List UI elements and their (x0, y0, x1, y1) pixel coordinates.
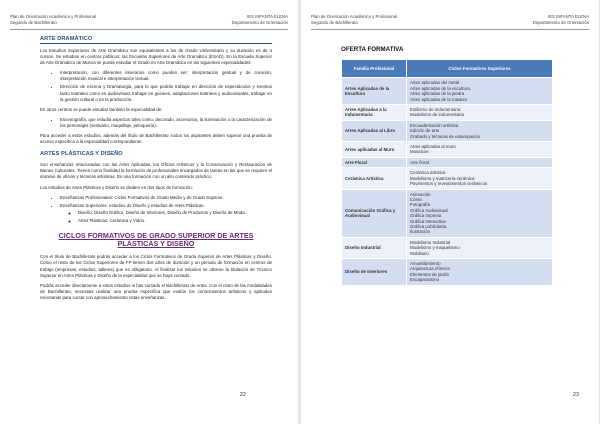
cycle-item: Artes aplicadas de la madera (410, 96, 467, 102)
list-item: • Interpretación, con diferentes itinerarios como pueden ser: interpretación gestual y de creación, interpretación musical e interpretación textual. (60, 70, 272, 82)
header-course: Segundo de Bachillerato (10, 20, 57, 25)
list-item: • Enseñanzas Superiores: estudios de Diseño y estudios de Artes Plásticas. ◦ Diseño: Diseño Gráfico, Diseño de Interiores, Diseño de Productos y Diseño de Moda. ◦ Artes Plásticas: Cerámica y Vidrio. (60, 203, 272, 224)
cycle-item: Elementos de jardín (410, 271, 450, 277)
paragraph: Podrás acceder directamente a estos estudios si has cursado el Bachillerato de Artes. Con el resto de las modalidades de Bachillerato, necesitas realizar una prueba específica que evalúe los conocimientos artísticos y aptitudes necesarias para cursar con aprovechamiento estas enseñanzas. (40, 282, 272, 300)
header-school: IES INFANTA ELENA (247, 14, 288, 19)
left-page-content (40, 34, 272, 305)
table-row (342, 168, 553, 189)
header-department: Departamento de Orientación (532, 20, 589, 25)
table-row (342, 258, 553, 285)
training-types-list (40, 195, 272, 224)
family-cell: Diseño Industrial (342, 237, 407, 258)
cycle-item: Escaparatismo (410, 277, 440, 283)
cycles-cell (407, 237, 553, 258)
header-school: IES INFANTA ELENA (548, 14, 589, 19)
cycle-item: Cómic (410, 196, 423, 202)
cycle-item: Modelismo y maquetismo (410, 245, 460, 251)
section-heading-arte-dramatico: ARTE DRAMÁTICO (40, 36, 272, 44)
sub-list (60, 210, 272, 224)
cycle-item: Mobiliario (410, 250, 429, 256)
cycles-cell (407, 258, 553, 285)
cycle-item: Artes aplicadas de la piedra (410, 91, 465, 97)
list-item: • Escenografía, que estudia aspectos tales como: decorado, accesorios, la iluminación o la caracterización de los personajes (vestuario, maquillaje, peluquería). (60, 117, 272, 129)
paragraph: En otros centros se puede estudiar también la especialidad de: (40, 106, 163, 112)
specialty-list (40, 117, 272, 129)
list-item: • Enseñanzas Profesionales: Ciclos Formativos de Grado Medio y de Grado Superior. (60, 195, 272, 201)
paragraph: Los Estudios Superiores de Arte Dramático son equivalentes a los de Grado Universitario y su duración es de 4 cursos. Se estudian en centros públicos: las Escuelas Superiores de Arte Dramático (ESAD). En la Escuela Superior de Arte Dramático de Murcia se puede estudiar el Grado en Arte Dramático en las siguientes especialidades: (40, 48, 272, 66)
cycle-item: Encuadernación artística (410, 122, 459, 128)
cycle-item: Estilismo de indumentaria (410, 107, 461, 113)
family-cell: Artes Aplicadas al Libro (342, 120, 407, 141)
paragraph: Con el título de Bachillerato podrás acceder a los Ciclos Formativos de Grado Superior de Artes Plásticas y Diseño. Como el resto de los Ciclos Superiores de FP tienen dos años de duración y un periodo de formación en centros de trabajo (empresas, estudios, talleres) que es obligatorio. Al finalizar los estudios se obtiene la titulación de Técnico Superior en Artes Plásticas y Diseño de la especialidad que se haya cursado. (40, 254, 272, 278)
cycle-item: Animación (410, 191, 431, 197)
table-header-family: Familia Profesional (342, 60, 407, 78)
header-course: Segundo de Bachillerato (311, 20, 358, 25)
family-cell: Arte Floral (342, 157, 407, 167)
cycles-cell (407, 142, 553, 158)
table-header-row (342, 60, 553, 78)
cycle-item: Mosaicos (410, 149, 429, 155)
cycle-item: Artes aplicadas de la escultura (410, 85, 470, 91)
cycles-cell (407, 189, 553, 237)
family-cell: Comunicación Gráfica y Audiovisual (342, 189, 407, 237)
table-row (342, 142, 553, 158)
cycle-item: Artes aplicadas del metal (410, 80, 460, 86)
header-plan-title: Plan de Orientación Académica y Profesional (311, 14, 397, 19)
cycle-item: Arte floral (410, 159, 429, 165)
cycles-cell (407, 120, 553, 141)
table-row (342, 237, 553, 258)
list-item: • Dirección de escena y Dramaturgia, para lo que podrás trabajar en dirección de espectáculos y eventos tanto teatrales como en audiovisual, trabajar en guiones, adaptaciones teatrales y audiovisuales, trabajar en la gestión cultural o en la producción. (60, 84, 272, 102)
list-item: ◦ Diseño: Diseño Gráfico, Diseño de Interiores, Diseño de Productos y Diseño de Moda. (78, 210, 272, 216)
table-row (342, 189, 553, 237)
list-item: ◦ Artes Plásticas: Cerámica y Vidrio. (78, 218, 272, 224)
cycle-item: Grabado y técnicas de estampación (410, 133, 481, 139)
header-department: Departamento de Orientación (231, 20, 288, 25)
right-page-content (341, 40, 553, 286)
family-cell: Diseño de Interiores (342, 258, 407, 285)
cycle-item: Modelismo Industrial (410, 239, 451, 245)
section-heading-artes-plasticas: ARTES PLÁSTICAS Y DISEÑO (40, 151, 123, 158)
table-body (342, 78, 553, 285)
cycles-cell (407, 105, 553, 121)
cycle-item: Edición de arte (410, 128, 440, 134)
cycle-item: Cerámica artística (410, 170, 446, 176)
page-number: 23 (572, 392, 579, 398)
section-heading-ciclos: CICLOS FORMATIVOS DE GRADO SUPERIOR DE ARTES PLÁSTICAS Y DISEÑO (58, 230, 254, 249)
table-row (342, 157, 553, 167)
table-row (342, 105, 553, 121)
cycle-item: Artes aplicadas al muro (410, 144, 456, 150)
table-row (342, 78, 553, 105)
right-page (301, 0, 599, 424)
paragraph: Para acceder a estos estudios, además del título de Bachillerato, todos los aspirantes deben superar una prueba de acceso específica a la especialidad correspondiente. (40, 133, 272, 145)
header-rule (10, 29, 288, 30)
family-cell: Cerámica Artística (342, 168, 407, 189)
cycle-item: Modelismo y matricería cerámica (410, 175, 475, 181)
cycle-item: Fotografía (410, 202, 431, 208)
cycle-item: Modelismo de indumentaria (410, 112, 464, 118)
left-page (0, 0, 298, 424)
cycle-item: Amueblamiento (410, 260, 441, 266)
paragraph: Son enseñanzas relacionadas con las Artes Aplicadas, los Oficios Artísticos y la Conservación y Restauración de Bienes Culturales. Tienen como finalidad la formación de profesionales encargados de tareas en las que se requiere el dominio de oficios y técnicas artísticas. Es una formación con un alto contenido práctico. (40, 162, 272, 180)
cycle-item: Gráfica Impresa (410, 213, 442, 219)
header-plan-title: Plan de Orientación Académica y Profesional (10, 14, 96, 19)
family-cell: Artes Aplicadas de la Escultura (342, 78, 407, 105)
family-cell: Artes aplicadas al Muro (342, 142, 407, 158)
cycle-item: Gráfica Interactiva (410, 218, 446, 224)
table-row (342, 120, 553, 141)
cycle-item: Gráfica Audiovisual (410, 207, 448, 213)
cycles-cell (407, 78, 553, 105)
cycle-item: Gráfica publicitaria (410, 223, 447, 229)
cycles-cell (407, 157, 553, 167)
table-header-cycles: Ciclos Formativos Superiores (407, 60, 553, 78)
cycles-cell (407, 168, 553, 189)
page-number: 22 (239, 392, 246, 398)
offer-table (341, 59, 553, 286)
specialty-list (40, 70, 272, 102)
oferta-title: OFERTA FORMATIVA (341, 46, 404, 53)
family-cell: Artes Aplicadas a la Indumentaria (342, 105, 407, 121)
cycle-item: Arquitectura efímera (410, 266, 450, 272)
header-rule (311, 29, 589, 30)
cycle-item: Pavimentos y revestimientos cerámicos (410, 181, 488, 187)
cycle-item: Ilustración (410, 229, 431, 235)
paragraph: Los estudios de Artes Plásticas y Diseño se dividen en dos tipos de formación: (40, 184, 193, 190)
